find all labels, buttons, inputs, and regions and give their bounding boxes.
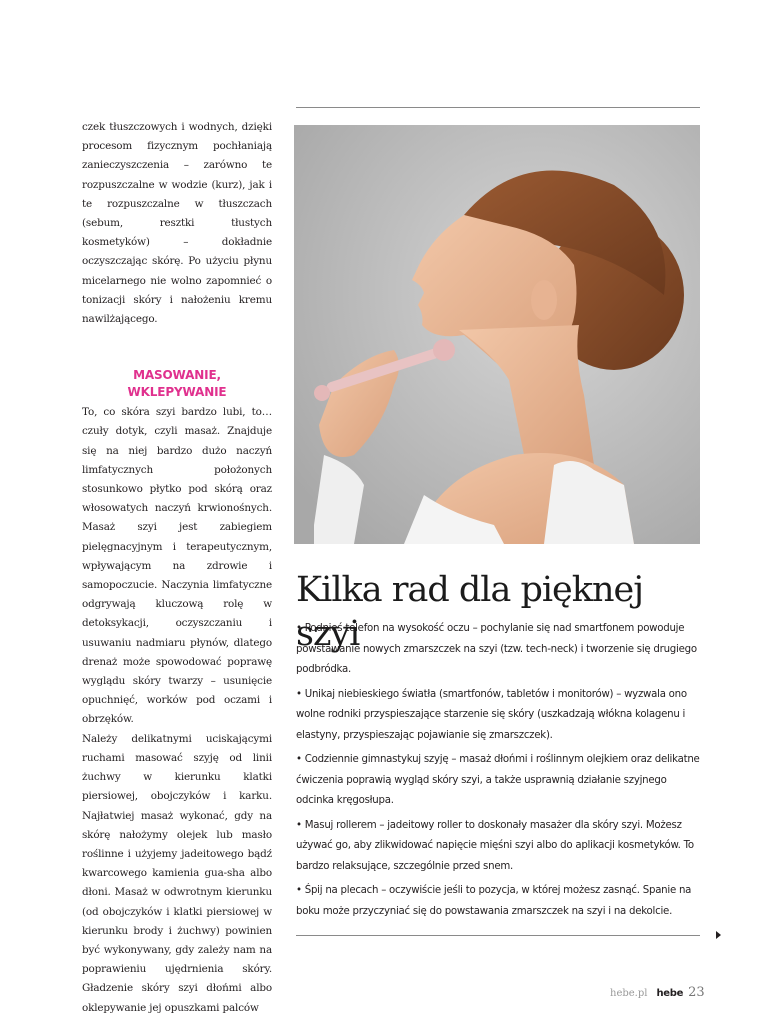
- article-title: Kilka rad dla pięknej szyi: [296, 570, 644, 654]
- tip-item: • Codziennie gimnastykuj szyję – masaż dłońmi i roślinnym olejkiem oraz delikatne ćwiczenia poprawią wygląd skóry szyi, a także usprawnią działanie szyjnego odcinka kręgosłupa.: [296, 754, 700, 806]
- tip-item: • Unikaj niebieskiego światła (smartfonów, tabletów i monitorów) – wyzwala ono wolne rodniki przyspieszające starzenie się skóry (uszkadzają włókna kolagenu i elastyny, przyspieszając pojawianie się zmarszczek).: [296, 688, 687, 741]
- footer-brand-logo: hebe: [656, 988, 684, 999]
- woman-profile-illustration: [294, 125, 700, 544]
- tips-list: [296, 619, 700, 926]
- page-number: 23: [688, 985, 705, 1000]
- section-paragraph-1: To, co skóra szyi bardzo lubi, to… czuły dotyk, czyli masaż. Znajduje się na niej bardzo dużo naczyń limfatycznych położonych stosunkowo płytko pod skórą oraz włosowatych naczyń krwionośnych. Masaż szyi jest zabiegiem pielęgnacyjnym i terapeutycznym, wpływającym na zdrowie i samopoczucie. Naczynia limfatyczne odgrywają kluczową rolę w detoksykacji, oczyszczaniu i usuwaniu nadmiaru płynów, dlatego drenaż może spowodować poprawę wyglądu skóry twarzy – usunięcie opuchnięć, worków pod oczami i obrzęków.: [82, 406, 272, 726]
- left-text-column: [82, 118, 272, 1018]
- section-paragraph-2: Należy delikatnymi uciskającymi ruchami masować szyję od linii żuchwy w kierunku klatki piersiowej, obojczyków i karku. Najłatwiej masaż wykonać, gdy na skórę nałożymy olejek lub masło roślinne i użyjemy jadeitowego bądź kwarcowego kamienia gua-sha albo dłoni. Masaż w odwrotnym kierunku (od obojczyków i klatki piersiowej w kierunku brody i żuchwy) powinien być wykonywany, gdy zależy nam na poprawieniu ujędrnienia skóry. Gładzenie skóry szyi dłońmi albo oklepywanie jej opuszkami palców: [82, 732, 272, 1014]
- tip-item: • Podnieś telefon na wysokość oczu – pochylanie się nad smartfonem powoduje powstawanie nowych zmarszczek na szyi (tzw. tech-neck) i tworzenie się drugiego podbródka.: [296, 623, 697, 675]
- continue-arrow-icon: [716, 931, 721, 939]
- bottom-divider: [296, 935, 700, 936]
- article-photo: [294, 125, 700, 544]
- tip-item: • Masuj rollerem – jadeitowy roller to doskonały masażer dla skóry szyi. Możesz używać go, aby zlikwidować napięcie mięśni szyi albo do aplikacji kosmetyków. To bardzo relaksujące, szczególnie przed snem.: [296, 819, 694, 872]
- intro-paragraph: czek tłuszczowych i wodnych, dzięki procesom fizycznym pochłaniają zanieczyszczenia – zarówno te rozpuszczalne w wodzie (kurz), jak i te rozpuszczalne w tłuszczach (sebum, resztki tłustych kosmetyków) – dokładnie oczyszczając skórę. Po użyciu płynu micelarnego nie wolno zapomnieć o tonizacji skóry i nałożeniu kremu nawilżającego.: [82, 121, 272, 326]
- top-divider: [296, 107, 700, 108]
- section-heading: [82, 367, 272, 401]
- section-heading-line-2: WKLEPYWANIE: [127, 385, 227, 400]
- page-footer: [610, 985, 710, 1001]
- footer-site: hebe.pl: [610, 988, 648, 999]
- tip-item: • Śpij na plecach – oczywiście jeśli to pozycja, w której możesz zasnąć. Spanie na boku może przyczyniać się do powstawania zmarszczek na szyi i na dekolcie.: [296, 885, 692, 917]
- section-heading-line-1: MASOWANIE,: [133, 368, 221, 383]
